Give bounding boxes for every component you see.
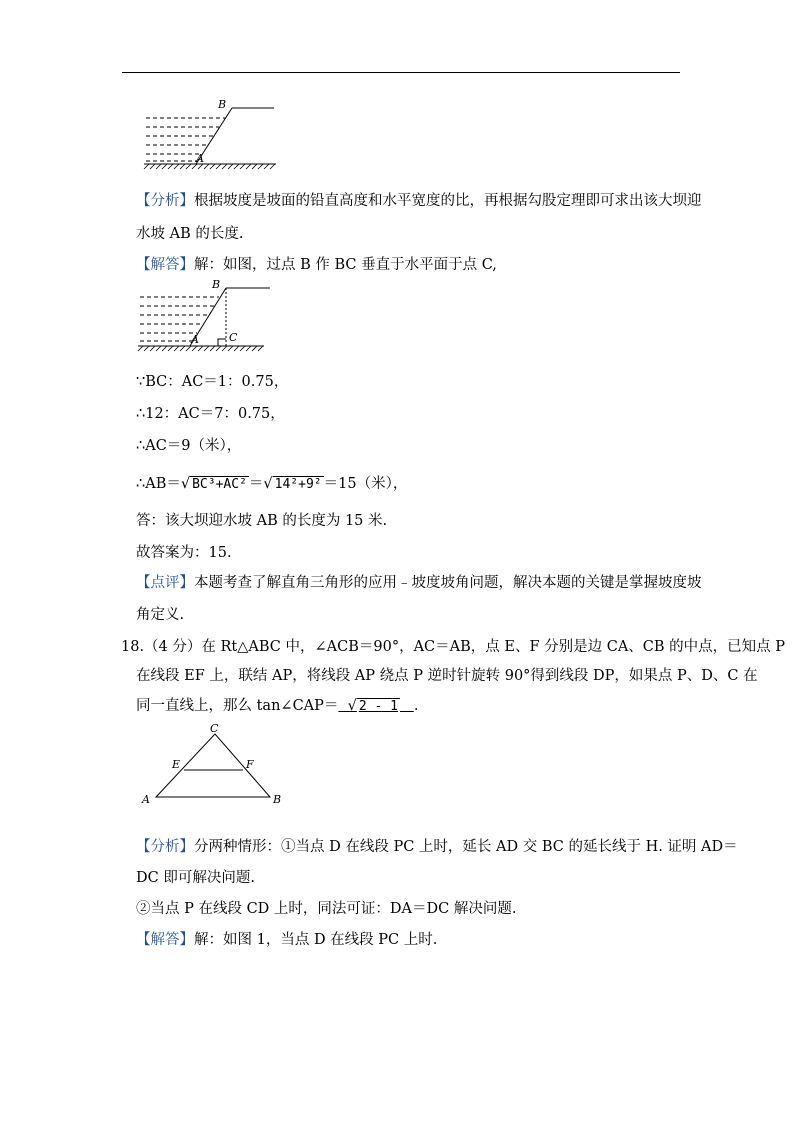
fig2-label-b: B <box>212 278 221 291</box>
answer-line: 答：该大坝迎水坡 AB 的长度为 15 米. <box>136 513 388 529</box>
question-18-line-2: 在线段 EF 上，联结 AP，将线段 AP 绕点 P 逆时针旋转 90°得到线段 DP，如果点 P、D、C 在 <box>136 668 758 684</box>
dam-figure-2 <box>134 278 274 353</box>
radicand-2: 14²+9² <box>274 477 322 492</box>
sqrt-sign: √ <box>263 476 273 492</box>
analysis-line-2: 水坡 AB 的长度. <box>136 226 244 242</box>
question-18-line-3: 同一直线上，那么 tan∠CAP＝ √ 2 - 1 . <box>136 698 419 714</box>
fig2-label-c: C <box>229 331 238 344</box>
fig3-label-c: C <box>210 722 219 735</box>
sqrt-sign: √ <box>180 476 191 492</box>
solution-line-1: 【解答】解：如图，过点 B 作 BC 垂直于水平面于点 C, <box>136 257 497 273</box>
header-rule <box>122 72 680 73</box>
fig2-label-a: A <box>191 333 199 346</box>
question-18-line-1: 18.（4 分）在 Rt△ABC 中，∠ACB＝90°，AC＝AB，点 E、F 分别是边 CA、CB 的中点，已知点 P <box>121 639 786 655</box>
analysis-line-1: 【分析】根据坡度是坡面的铅直高度和水平宽度的比，再根据勾股定理即可求出该大坝迎 <box>136 193 702 209</box>
answer-blank: √ 2 - 1 <box>338 698 398 714</box>
analysis2-tag: 【分析】 <box>136 839 194 855</box>
final-answer-line: 故答案为：15. <box>136 545 232 561</box>
step-1: ∵BC：AC＝1：0.75， <box>136 374 289 390</box>
solution2-line-1: 【解答】解：如图 1，当点 D 在线段 PC 上时. <box>136 932 438 948</box>
analysis-tag: 【分析】 <box>136 193 194 209</box>
radicand-1: BC³+AC² <box>192 477 247 492</box>
dam-figure-1 <box>140 98 290 170</box>
comment-line-1: 【点评】本题考查了解直角三角形的应用﹣坡度坡角问题，解决本题的关键是掌握坡度坡 <box>136 575 702 591</box>
fig3-label-e: E <box>172 758 181 771</box>
step-2: ∴12：AC＝7：0.75， <box>136 406 285 422</box>
solution-tag: 【解答】 <box>136 257 194 273</box>
step-3: ∴AC＝9（米）， <box>136 438 242 454</box>
comment-tag: 【点评】 <box>136 575 194 591</box>
fig3-label-b: B <box>273 793 282 806</box>
analysis2-line-3: ②当点 P 在线段 CD 上时，同法可证：DA＝DC 解决问题. <box>136 901 517 917</box>
fig3-label-f: F <box>246 758 254 771</box>
analysis2-line-1: 【分析】分两种情形：①当点 D 在线段 PC 上时，延长 AD 交 BC 的延长线于 H. 证明 AD＝ <box>136 839 738 855</box>
comment-line-2: 角定义. <box>136 607 185 623</box>
solution2-tag: 【解答】 <box>136 932 194 948</box>
fig3-label-a: A <box>142 793 150 806</box>
triangle-figure <box>138 722 298 812</box>
analysis2-line-2: DC 即可解决问题. <box>136 870 255 886</box>
fig1-label-a: A <box>196 152 204 165</box>
step-4: ∴AB＝√ BC³+AC² ＝√ 14²+9² ＝15（米）， <box>136 476 408 492</box>
fig1-label-b: B <box>218 98 227 111</box>
